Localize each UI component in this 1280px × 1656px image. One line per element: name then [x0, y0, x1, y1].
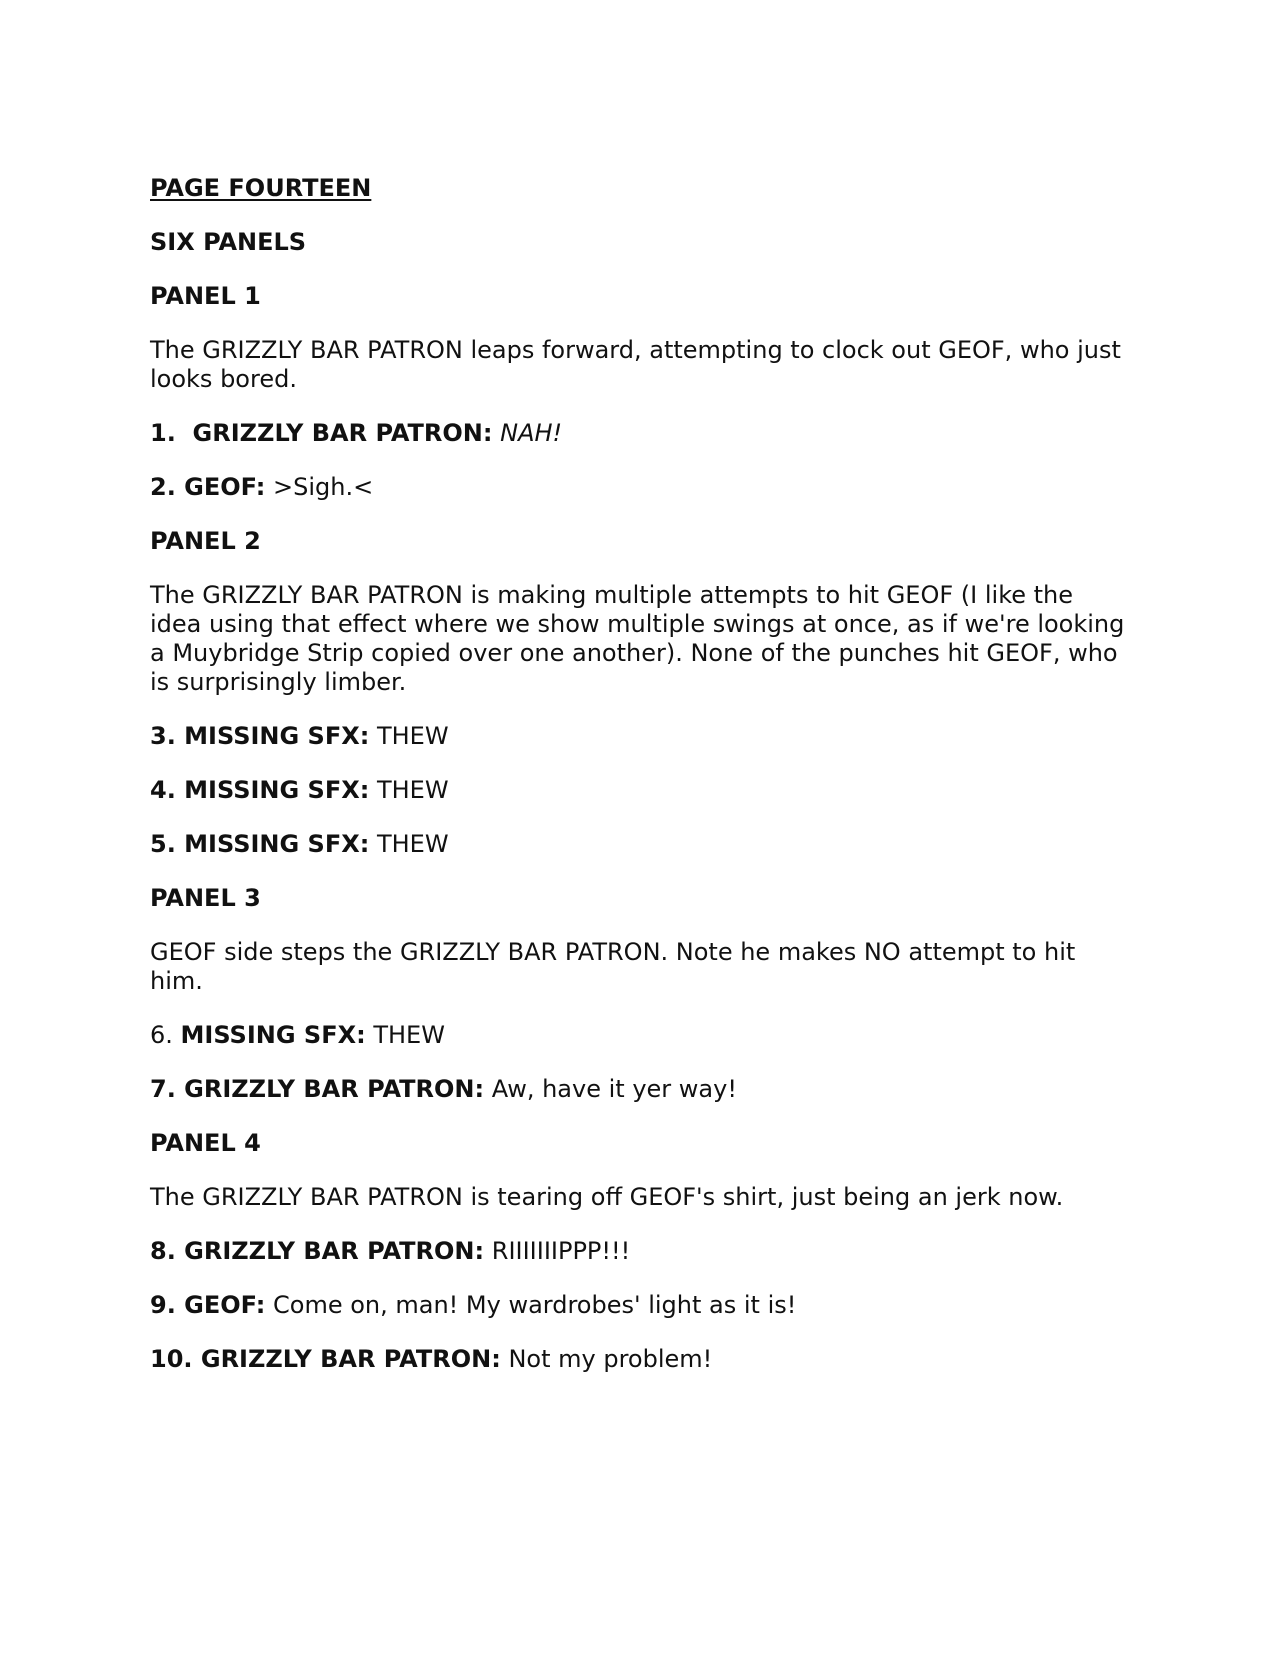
dialogue-line	[150, 776, 1130, 805]
dialogue-text: >Sigh.<	[273, 473, 374, 501]
panel-label-3: PANEL 3	[150, 884, 261, 912]
panel-description-4: The GRIZZLY BAR PATRON is tearing off GEOF's shirt, just being an jerk now.	[150, 1183, 1064, 1211]
dialogue-line	[150, 419, 1130, 448]
dialogue-text: Not my problem!	[508, 1345, 713, 1373]
speaker-name: GEOF:	[184, 1291, 266, 1319]
page-title: PAGE FOURTEEN	[150, 174, 372, 202]
dialogue-text: Come on, man! My wardrobes' light as it is!	[273, 1291, 797, 1319]
dialogue-line	[150, 1237, 1130, 1266]
speaker-name: MISSING SFX:	[184, 722, 370, 750]
panel-description-1: The GRIZZLY BAR PATRON leaps forward, attempting to clock out GEOF, who just looks bored.	[150, 336, 1121, 393]
dialogue-text: THEW	[376, 722, 449, 750]
line-number: 2.	[150, 473, 185, 501]
panel-label-4: PANEL 4	[150, 1129, 261, 1157]
line-number: 8.	[150, 1237, 185, 1265]
speaker-name: MISSING SFX:	[184, 776, 370, 804]
dialogue-text: THEW	[376, 776, 449, 804]
line-number: 4.	[150, 776, 185, 804]
dialogue-line	[150, 722, 1130, 751]
panel-description-3: GEOF side steps the GRIZZLY BAR PATRON. Note he makes NO attempt to hit him.	[150, 938, 1076, 995]
line-number: 5.	[150, 830, 185, 858]
dialogue-text: THEW	[376, 830, 449, 858]
dialogue-line	[150, 1075, 1130, 1104]
speaker-name: GRIZZLY BAR PATRON:	[184, 1075, 485, 1103]
dialogue-line	[150, 1021, 1130, 1050]
dialogue-text: THEW	[373, 1021, 445, 1049]
panel-description-2: The GRIZZLY BAR PATRON is making multiple attempts to hit GEOF (I like the idea using that effect where we show multiple swings at once, as if we're looking a Muybridge Strip copied over one another). None of the punches hit GEOF, who is surprisingly limber.	[150, 581, 1125, 696]
panel-label-2: PANEL 2	[150, 527, 261, 555]
speaker-name: GRIZZLY BAR PATRON:	[184, 1237, 485, 1265]
speaker-name: MISSING SFX:	[180, 1021, 366, 1049]
dialogue-text: Aw, have it yer way!	[491, 1075, 737, 1103]
dialogue-line	[150, 830, 1130, 859]
speaker-name: GRIZZLY BAR PATRON:	[192, 419, 493, 447]
dialogue-line	[150, 1291, 1130, 1320]
speaker-name: GEOF:	[184, 473, 266, 501]
script-page	[150, 174, 1130, 1399]
line-number: 1.	[150, 419, 193, 447]
speaker-name: MISSING SFX:	[184, 830, 370, 858]
speaker-name: GRIZZLY BAR PATRON:	[200, 1345, 501, 1373]
line-number: 7.	[150, 1075, 185, 1103]
panel-count: SIX PANELS	[150, 228, 307, 256]
line-number: 10.	[150, 1345, 201, 1373]
dialogue-text: RIIIIIIIPPP!!!	[491, 1237, 631, 1265]
dialogue-line	[150, 473, 1130, 502]
panel-label-1: PANEL 1	[150, 282, 261, 310]
line-number: 9.	[150, 1291, 185, 1319]
line-number: 3.	[150, 722, 185, 750]
dialogue-text: NAH!	[500, 419, 563, 447]
line-number: 6.	[150, 1021, 181, 1049]
dialogue-line	[150, 1345, 1130, 1374]
